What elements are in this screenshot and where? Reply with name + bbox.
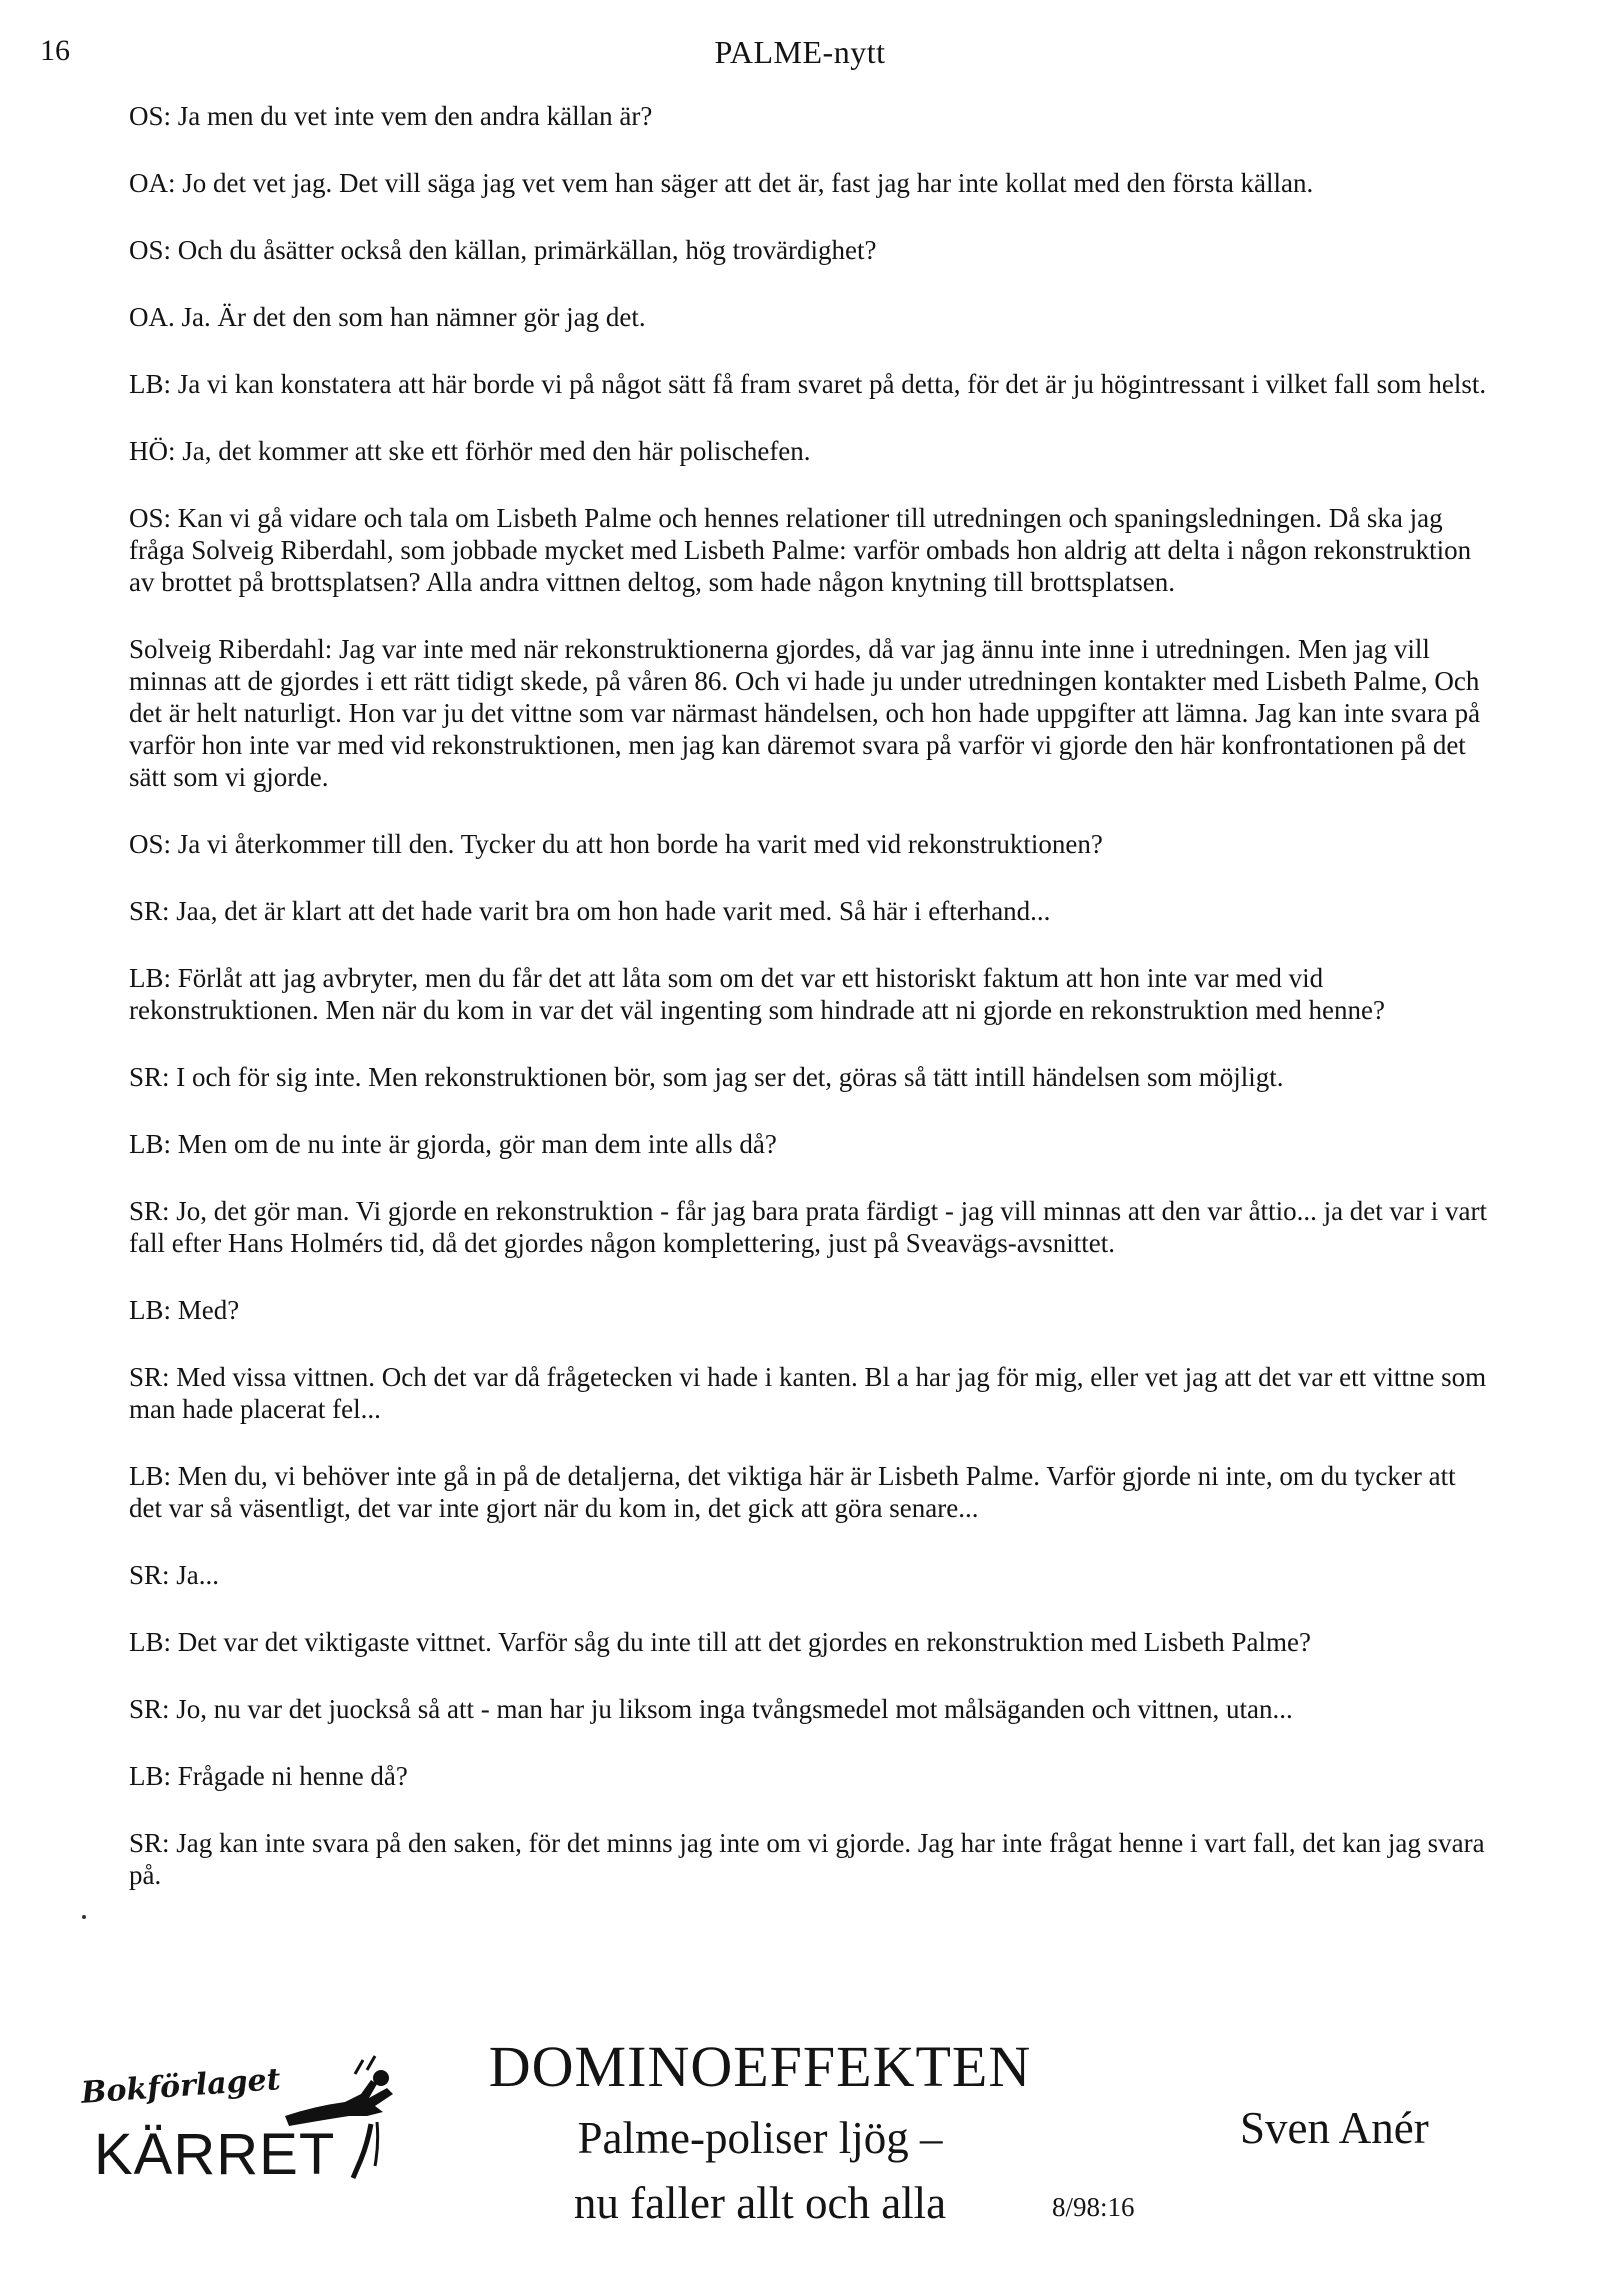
- transcript-paragraph: LB: Förlåt att jag avbryter, men du får det att låta som om det var ett historiskt faktum att hon inte var med vid rekonstruktionen. Men när du kom in var det väl ingenting som hindrade att ni gjorde en rekonstruktion med henne?: [129, 963, 1385, 1025]
- transcript-paragraph: OS: Ja men du vet inte vem den andra källan är?: [129, 101, 653, 131]
- publisher-script: Bokförlaget: [80, 2062, 282, 2111]
- running-title: PALME-nytt: [714, 34, 886, 70]
- book-title: DOMINOEFFEKTEN: [488, 2034, 1032, 2099]
- transcript-paragraph: SR: I och för sig inte. Men rekonstruktionen bör, som jag ser det, göras så tätt intill händelsen som möjligt.: [129, 1062, 1284, 1092]
- book-advert: [440, 2032, 1080, 2226]
- footer-advertisement: [0, 2010, 1600, 2284]
- book-subtitle: Palme-poliser ljög –: [577, 2113, 943, 2163]
- transcript-paragraph: OA: Jo det vet jag. Det vill säga jag vet vem han säger att det är, fast jag har inte kollat med den första källan.: [129, 168, 1314, 198]
- publisher-logo: [80, 2062, 420, 2226]
- transcript-paragraph: LB: Men om de nu inte är gjorda, gör man dem inte alls då?: [129, 1129, 777, 1159]
- transcript-paragraph: LB: Det var det viktigaste vittnet. Varför såg du inte till att det gjordes en rekonstruktion med Lisbeth Palme?: [129, 1627, 1311, 1657]
- page-number: 16: [40, 34, 70, 67]
- book-subtitle: nu faller allt och alla: [573, 2178, 947, 2228]
- transcript-paragraph: SR: Med vissa vittnen. Och det var då frågetecken vi hade i kanten. Bl a har jag för mig, eller vet jag att det var ett vittne som man hade placerat fel...: [129, 1362, 1487, 1424]
- transcript-paragraph: SR: Jo, nu var det juockså så att - man har ju liksom inga tvångsmedel mot målsäganden och vittnen, utan...: [129, 1694, 1293, 1724]
- transcript-paragraph: SR: Jo, det gör man. Vi gjorde en rekonstruktion - får jag bara prata färdigt - jag vill minnas att den var åttio... ja det var i vart fall efter Hans Holmérs tid, då det gjordes någon komplettering, just på Sveavägs-avsnittet.: [129, 1196, 1487, 1258]
- diver-icon: [275, 2054, 405, 2194]
- transcript-paragraph: LB: Ja vi kan konstatera att här borde vi på något sätt få fram svaret på detta, för det är ju högintressant i vilket fall som helst.: [129, 369, 1487, 399]
- transcript-paragraph: HÖ: Ja, det kommer att ske ett förhör med den här polischefen.: [129, 436, 811, 466]
- transcript-paragraph: LB: Men du, vi behöver inte gå in på de detaljerna, det viktiga här är Lisbeth Palme. Varför gjorde ni inte, om du tycker att det var så väsentligt, det var inte gjort när du kom in, det gick att göra senare...: [129, 1461, 1456, 1523]
- stray-dot: [82, 1915, 86, 1919]
- transcript-paragraph: OS: Och du åsätter också den källan, primärkällan, hög trovärdighet?: [129, 235, 877, 265]
- transcript-paragraph: SR: Jag kan inte svara på den saken, för det minns jag inte om vi gjorde. Jag har inte frågat henne i vart fall, det kan jag svara på.: [129, 1828, 1485, 1890]
- interview-transcript: [129, 100, 1489, 1926]
- transcript-paragraph: OA. Ja. Är det den som han nämner gör jag det.: [129, 302, 646, 332]
- publisher-name: KÄRRET: [94, 2122, 336, 2187]
- transcript-paragraph: LB: Frågade ni henne då?: [129, 1761, 408, 1791]
- transcript-paragraph: SR: Jaa, det är klart att det hade varit bra om hon hade varit med. Så här i efterhand...: [129, 896, 1051, 926]
- author-name: Sven Anér: [1240, 2103, 1429, 2153]
- transcript-paragraph: SR: Ja...: [129, 1560, 220, 1590]
- transcript-paragraph: OS: Kan vi gå vidare och tala om Lisbeth Palme och hennes relationer till utredningen och spaningsledningen. Då ska jag fråga Solveig Riberdahl, som jobbade mycket med Lisbeth Palme: varför ombads hon aldrig att delta i någon rekonstruktion av brottet på brottsplatsen? Alla andra vittnen deltog, som hade någon knytning till brottsplatsen.: [129, 503, 1472, 597]
- transcript-paragraph: LB: Med?: [129, 1295, 240, 1325]
- transcript-paragraph: Solveig Riberdahl: Jag var inte med när rekonstruktionerna gjordes, då var jag ännu inte inne i utredningen. Men jag vill minnas att de gjordes i ett rätt tidigt skede, på våren 86. Och vi hade ju under utredningen kontakter med Lisbeth Palme, Och det är helt naturligt. Hon var ju det vittne som var närmast händelsen, och hon hade uppgifter att lämna. Jag kan inte svara på varför hon inte var med vid rekonstruktionen, men jag kan däremot svara på varför vi gjorde den här konfrontationen på det sätt som vi gjorde.: [129, 634, 1481, 792]
- issue-code: 8/98:16: [1052, 2192, 1135, 2222]
- transcript-paragraph: OS: Ja vi återkommer till den. Tycker du att hon borde ha varit med vid rekonstruktionen?: [129, 829, 1103, 859]
